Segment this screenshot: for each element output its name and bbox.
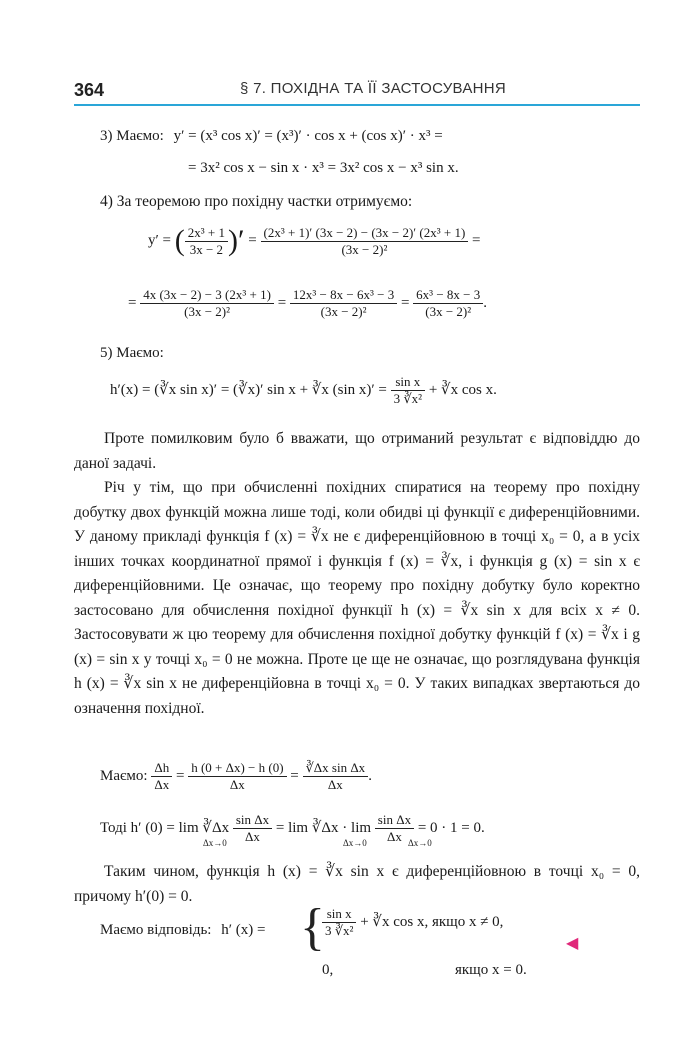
- item3-line1: [100, 128, 443, 145]
- cases-brace: {: [300, 899, 325, 956]
- conclusion-text: Таким чином, функція h (x) = ∛x sin x є диференційовною в точці x₀ = 0, причому h′(0) = 0.: [74, 863, 640, 905]
- frac-denominator: (3x − 2)²: [261, 241, 469, 258]
- frac-numerator: (2x³ + 1)′ (3x − 2) − (3x − 2)′ (2x³ + 1): [263, 224, 466, 240]
- answer-label: Маємо відповідь: h′ (x) =: [100, 922, 266, 938]
- limit-frac1: $\frac{\text{sin Δx}}{\Delta x}$: [233, 812, 272, 845]
- difference-quotient: $\frac{h (0 + \Delta x) - h (0)}{\Delta x}$: [188, 760, 286, 793]
- page-number: 364: [74, 80, 105, 100]
- frac-denominator: 3x − 2: [185, 241, 228, 258]
- item3-formula1: y′ = (x³ cos x)′ = (x³)′ · cos x + (cos x)′ · x³ =: [173, 128, 443, 144]
- frac-numerator: 4x (3x − 2) − 3 (2x³ + 1): [143, 287, 271, 302]
- item5-frac: [391, 374, 425, 407]
- frac-numerator: 6x³ − 8x − 3: [416, 287, 481, 302]
- item4-frac1: [185, 225, 228, 258]
- end-of-solution-marker-icon: ◀: [566, 935, 579, 952]
- header-rule: [74, 104, 640, 106]
- calc-have-row: Маємо: $\frac{\Delta h}{\Delta x}$ = $\frac{h (0 + \Delta x) - h (0)}{\Delta x}$ = $\frac{\text{∛Δx sin Δx}}{\Delta x}$ .: [100, 760, 372, 792]
- item4-frac3: [140, 287, 274, 320]
- case-2-condition: якщо x = 0.: [455, 962, 527, 978]
- item4-y: y′ =: [148, 232, 171, 249]
- frac-numerator: sin x: [395, 374, 421, 389]
- case-2-value: 0,: [322, 962, 334, 978]
- item3-formula2: = 3x² cos x − sin x · x³ = 3x² cos x − x³ sin x.: [188, 160, 459, 176]
- item4-frac5: [413, 287, 483, 320]
- item5-lhs: h′(x) = (∛x sin x)′ = (∛x)′ sin x + ∛x (sin x)′ =: [110, 381, 387, 398]
- frac-denominator: (3x − 2)²: [413, 303, 483, 320]
- section-title: § 7. ПОХІДНА ТА ЇЇ ЗАСТОСУВАННЯ: [240, 80, 507, 97]
- frac-numerator: 12x³ − 8x − 6x³ − 3: [292, 287, 395, 302]
- limit-lhs: h′ (0) = lim ∛Δx: [130, 819, 230, 836]
- limit-subscript-3: Δx→0: [408, 838, 432, 848]
- limit-subscript-2: Δx→0: [343, 838, 367, 848]
- limit-end: = 0 · 1 = 0.: [417, 819, 485, 836]
- item5-formula: [110, 374, 497, 407]
- frac-denominator: (3x − 2)²: [290, 303, 397, 320]
- paragraph-2: Річ у тім, що при обчисленні похідних спиратися на теорему про похідну добутку двох функцій можна лише тоді, коли обидві ці функції є диференційовними. У даному прикладі функція f (x) = ∛x не є диференційовною в точці x₀ = 0, а в усіх інших точках координатної прямої і функція f (x) = ∛x, і функція g (x) = sin x є диференційовними. Це означає, що теорему про похідну добутку було коректно застосовано для обчислення похідної функції h (x) = ∛x sin x для всіх x ≠ 0. Застосовувати ж цю теорему для обчислення похідної добутку функцій f (x) = ∛x і g (x) = sin x у точці x₀ = 0 не можна. Проте це ще не означає, що розглядувана функція h (x) = ∛x sin x не диференційовна в точці x₀ = 0. У таких випадках звертаються до означення похідної.: [74, 479, 641, 717]
- limit-mid: = lim ∛Δx · lim: [275, 819, 372, 836]
- frac-denominator: 3 ∛x²: [391, 390, 425, 407]
- delta-ratio: $\frac{\Delta h}{\Delta x}$: [151, 760, 172, 793]
- body-text: [74, 427, 640, 721]
- limit-frac2: $\frac{\text{sin Δx}}{\Delta x}$: [375, 812, 414, 845]
- item3-label: 3) Маємо:: [100, 128, 164, 144]
- result-quotient: $\frac{\text{∛Δx sin Δx}}{\Delta x}$: [303, 760, 369, 793]
- item4-intro: 4) За теоремою про похідну частки отримуємо:: [100, 193, 413, 210]
- frac-numerator: 2x³ + 1: [187, 224, 225, 240]
- item4-frac2: [261, 225, 469, 258]
- calc-then-label: Тоді: [100, 819, 127, 836]
- item5-label: 5) Маємо:: [100, 345, 164, 361]
- paragraph-1: Проте помилковим було б вважати, що отриманий результат є відповіддю до даної задачі.: [74, 430, 640, 472]
- item5-rhs: + ∛x cos x.: [428, 381, 497, 398]
- item4-formula-row2: = $\frac{\text{4x (3x − 2) − 3 (2x³ + 1)}}{\text{(3x − 2)²}}$ = $\frac{\text{12x³ − 8x − 6x³ − 3}}{\text{(3x − 2)²}}$ = $\frac{\text{6x³ − 8x − 3}}{\text{(3x − 2)²}}$ .: [128, 287, 487, 319]
- calc-have-label: Маємо:: [100, 767, 148, 784]
- item4-frac4: [290, 287, 397, 320]
- limit-subscript-1: Δx→0: [203, 838, 227, 848]
- case-1: $\frac{\text{sin x}}{\text{3 ∛x²}}$ + ∛x cos x, якщо x ≠ 0,: [322, 906, 503, 939]
- frac-denominator: (3x − 2)²: [140, 303, 274, 320]
- item4-formula-row1: y′ = ( $\frac{\text{2x³ + 1}}{3x - 2}$ )′ = $\frac{\text{(2x³ + 1)′ (3x − 2) − (3x − 2)′ (2x³ + 1)}}{\text{(3x − 2)²}}$ =: [148, 224, 481, 257]
